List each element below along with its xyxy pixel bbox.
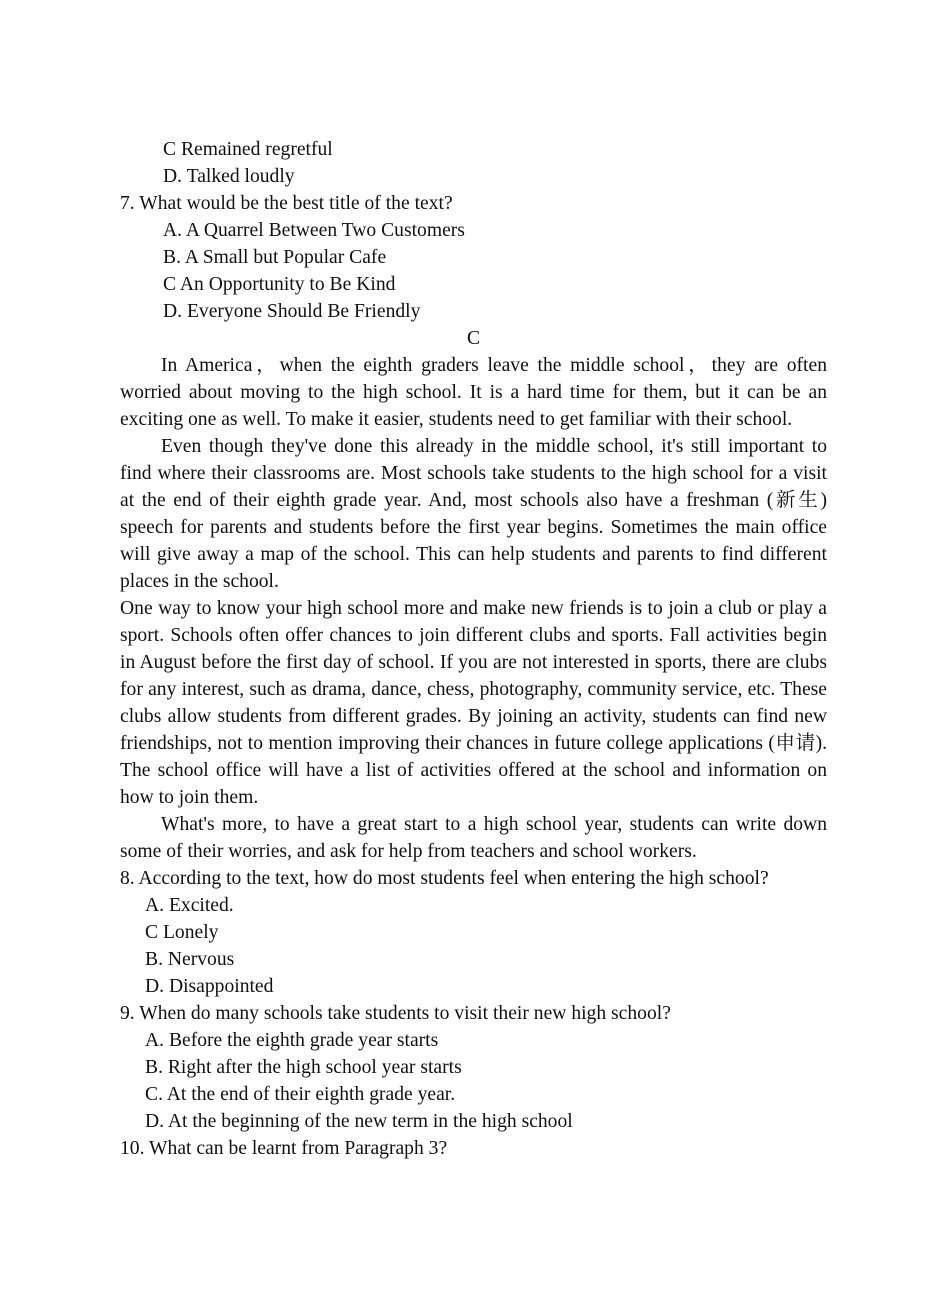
question-9-stem: 9. When do many schools take students to visit their new high school? [120,1003,671,1024]
option-item: D. Talked loudly [163,166,295,187]
question-9-option-d: D. At the beginning of the new term in the high school [145,1111,573,1132]
question-8-option-d: D. Disappointed [145,976,274,997]
question-9-option-b: B. Right after the high school year starts [145,1057,462,1078]
question-10-stem: 10. What can be learnt from Paragraph 3? [120,1138,448,1159]
passage-paragraph-4: What's more, to have a great start to a high school year, students can write down some of their worries, and ask for help from teachers and school workers. [120,814,827,862]
question-8-option-c: C Lonely [145,922,219,943]
question-7-stem: 7. What would be the best title of the text? [120,193,453,214]
question-8-option-a: A. Excited. [145,895,234,916]
question-8-option-b: B. Nervous [145,949,235,970]
option-item: C Remained regretful [163,139,333,160]
question-7-option-d: D. Everyone Should Be Friendly [163,301,421,322]
passage-section-label: C [466,328,481,349]
passage-paragraph-3: One way to know your high school more and make new friends is to join a club or play a sport. Schools often offer chances to join different clubs and sports. Fall activities begin in August before the first day of school. If you are not interested in sports, there are clubs for any interest, such as drama, dance, chess, photography, community service, etc. These clubs allow students from different grades. By joining an activity, students can find new friendships, not to mention improving their chances in future college applications (申请). The school office will have a list of activities offered at the school and information on how to join them. [120,598,827,808]
question-7-option-c: C An Opportunity to Be Kind [163,274,396,295]
question-7-option-a: A. A Quarrel Between Two Customers [163,220,465,241]
question-7-option-b: B. A Small but Popular Cafe [163,247,387,268]
question-9-option-c: C. At the end of their eighth grade year. [145,1084,456,1105]
page-content [120,136,827,1162]
passage-paragraph-1: In America，when the eighth graders leave the middle school，they are often worried about moving to the high school. It is a hard time for them, but it can be an exciting one as well. To make it easier, students need to get familiar with their school. [120,355,827,430]
question-9-option-a: A. Before the eighth grade year starts [145,1030,439,1051]
passage-paragraph-2: Even though they've done this already in the middle school, it's still important to find where their classrooms are. Most schools take students to the high school for a visit at the end of their eighth grade year. And, most schools also have a freshman (新生) speech for parents and students before the first year begins. Sometimes the main office will give away a map of the school. This can help students and parents to find different places in the school. [120,436,827,592]
question-8-stem: 8. According to the text, how do most students feel when entering the high school? [120,868,769,889]
